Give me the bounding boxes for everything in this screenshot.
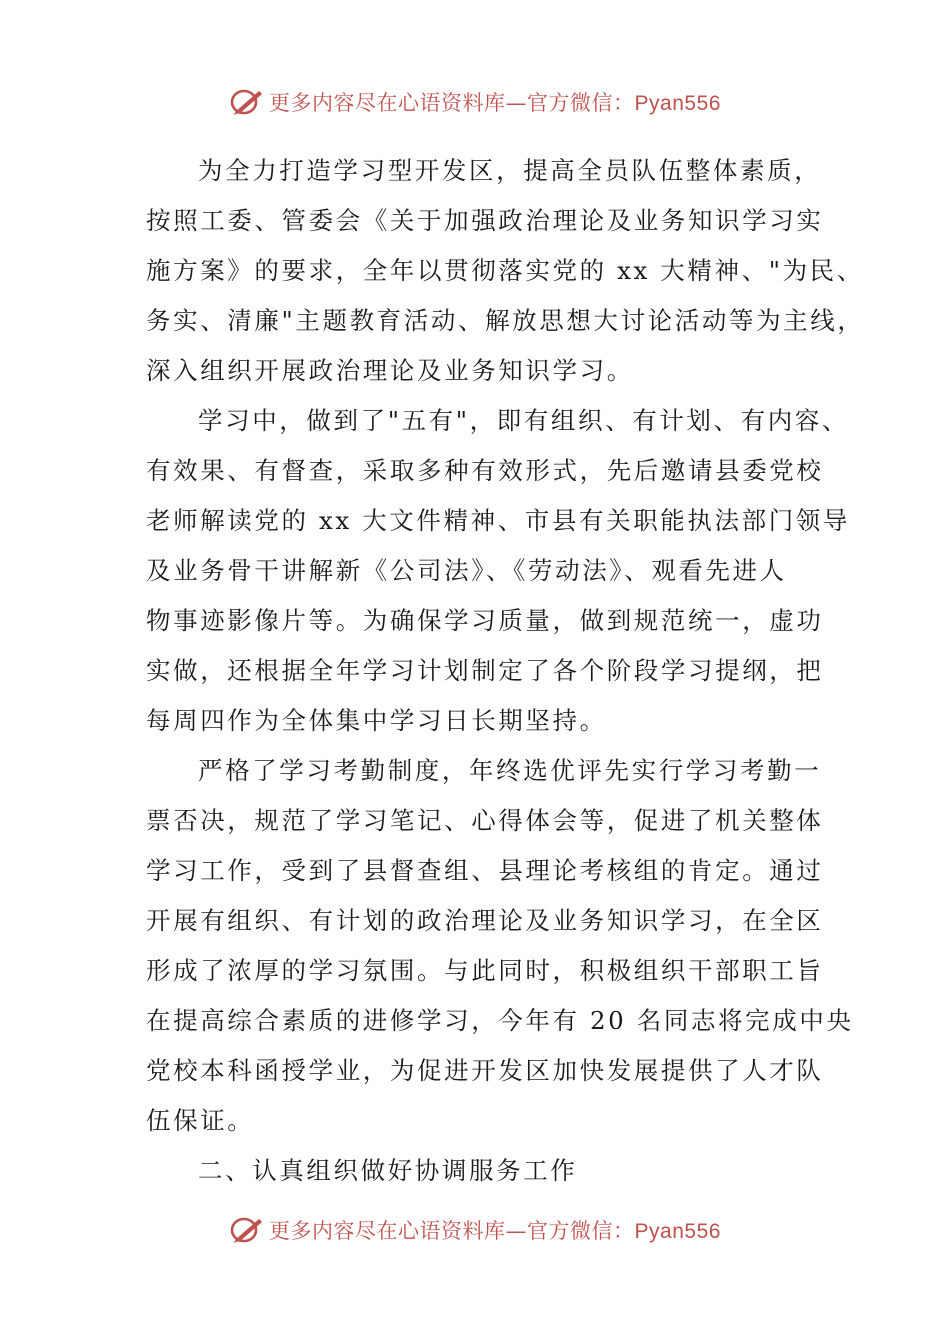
text-line: 票否决，规范了学习笔记、心得体会等，促进了机关整体	[146, 806, 824, 835]
paragraph-3	[146, 746, 854, 1146]
text-line: 物事迹影像片等。为确保学习质量，做到规范统一，虚功	[146, 606, 824, 635]
text-line: 学习工作，受到了县督查组、县理论考核组的肯定。通过	[146, 856, 824, 885]
text-line: 及业务骨干讲解新《公司法》、《劳动法》、观看先进人	[146, 556, 787, 585]
document-body	[146, 146, 865, 1196]
text-line: 务实、清廉"主题教育活动、解放思想大讨论活动等为主线，	[146, 306, 865, 335]
text-line: 按照工委、管委会《关于加强政治理论及业务知识学习实	[146, 206, 824, 235]
pen-circle-logo-icon	[229, 1214, 265, 1246]
watermark-main: 更多内容尽在心语资料库	[269, 91, 506, 115]
text-line: 党校本科函授学业，为促进开发区加快发展提供了人才队	[146, 1056, 824, 1085]
text-line: 严格了学习考勤制度，年终选优评先实行学习考勤一	[198, 756, 822, 785]
text-line: 老师解读党的 xx 大文件精神、市县有关职能执法部门领导	[146, 506, 851, 535]
watermark-dash: —	[505, 1219, 528, 1243]
watermark-label: 官方微信：	[527, 91, 635, 115]
text-line: 有效果、有督查，采取多种有效形式，先后邀请县委党校	[146, 456, 824, 485]
section-heading: 二、认真组织做好协调服务工作	[198, 1156, 578, 1185]
watermark-main: 更多内容尽在心语资料库	[269, 1219, 506, 1243]
watermark-text	[269, 1215, 721, 1245]
paragraph-2	[146, 396, 851, 746]
text-line: 在提高综合素质的进修学习，今年有 20 名同志将完成中央	[146, 1006, 854, 1035]
text-line: 每周四作为全体集中学习日长期坚持。	[146, 706, 607, 735]
watermark-label: 官方微信：	[527, 1219, 635, 1243]
pen-circle-logo-icon	[229, 86, 265, 118]
header-watermark	[0, 82, 950, 122]
watermark-id: Pyan556	[634, 92, 721, 115]
text-line: 施方案》的要求，全年以贯彻落实党的 xx 大精神、"为民、	[146, 256, 864, 285]
watermark-id: Pyan556	[634, 1220, 721, 1243]
watermark-dash: —	[505, 91, 528, 115]
text-line: 形成了浓厚的学习氛围。与此同时，积极组织干部职工旨	[146, 956, 824, 985]
text-line: 伍保证。	[146, 1106, 255, 1135]
text-line: 为全力打造学习型开发区，提高全员队伍整体素质，	[198, 156, 822, 185]
text-line: 开展有组织、有计划的政治理论及业务知识学习，在全区	[146, 906, 824, 935]
paragraph-1	[146, 146, 865, 396]
text-line: 学习中，做到了"五有"，即有组织、有计划、有内容、	[198, 406, 850, 435]
text-line: 实做，还根据全年学习计划制定了各个阶段学习提纲，把	[146, 656, 824, 685]
footer-watermark	[0, 1210, 950, 1250]
text-line: 深入组织开展政治理论及业务知识学习。	[146, 356, 634, 385]
watermark-text	[269, 87, 721, 117]
